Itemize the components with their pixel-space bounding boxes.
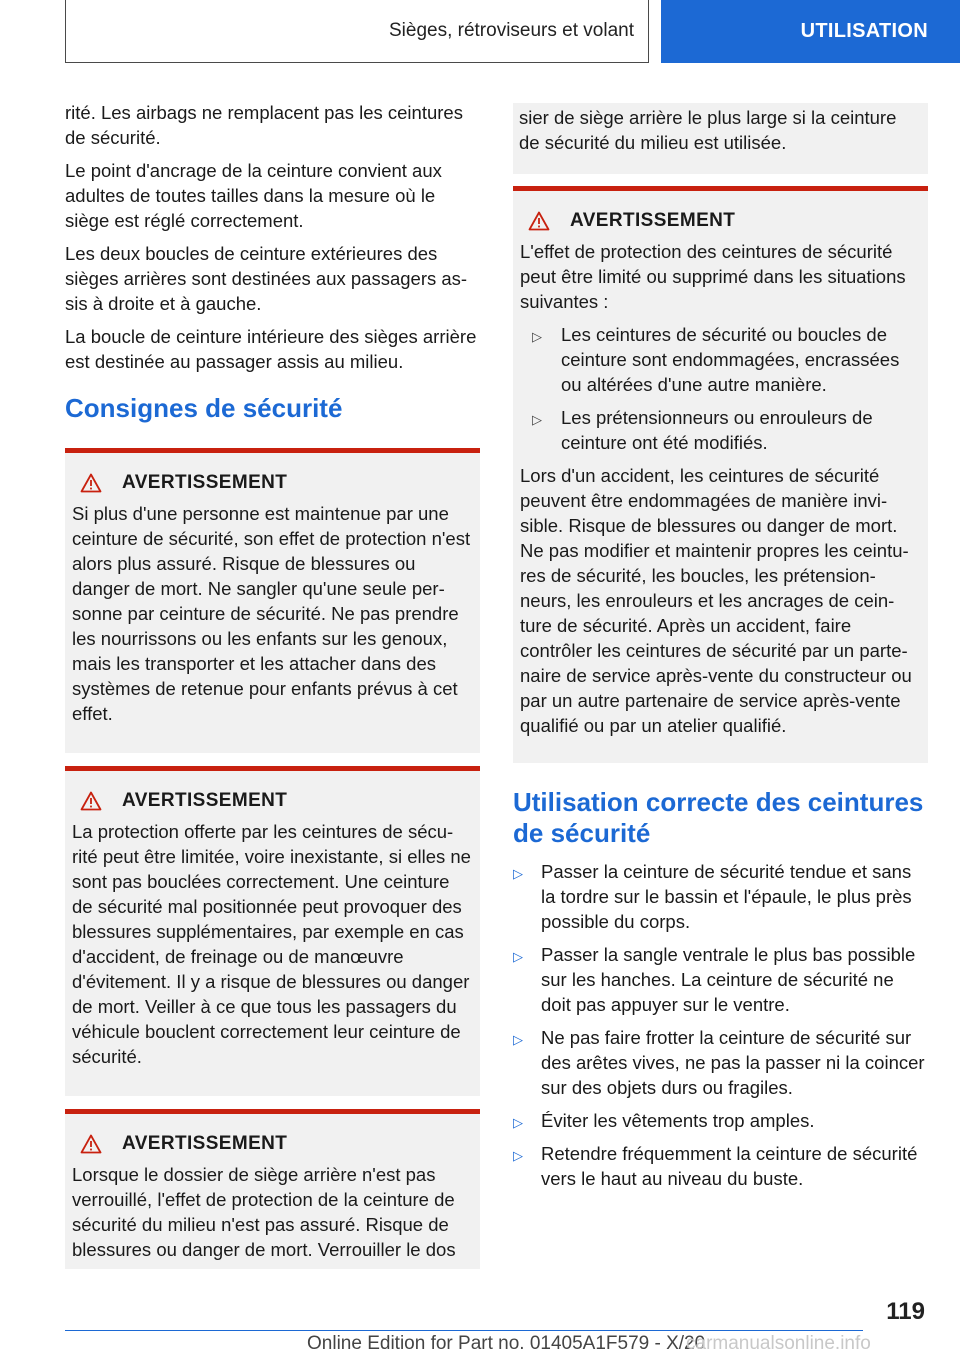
warning-text: La protection offerte par les ceintures de sécurité peut être limitée, voire inexistante, si elles ne sont pas bouclées correctement. Une ceinture de sécurité mal positionnée peut provoquer des blessures supplémentaires, par exemple en cas d'accident, de freinage ou de manœuvre d'évitement. Il y a risque de blessures ou danger de mort. Veiller à ce que tous les passagers du véhicule bouclent correctement leur ceinture de sécurité. bbox=[72, 821, 471, 1067]
triangle-right-icon: ▷ bbox=[513, 866, 523, 881]
list-item: ▷ Retendre fréquemment la ceinture de sécurité vers le haut au niveau du buste. bbox=[513, 1143, 918, 1189]
warning-box bbox=[65, 448, 480, 753]
warning-intro: L'effet de protection des ceintures de sécurité peut être limité ou supprimé dans les situations suivantes : bbox=[520, 241, 906, 312]
list-item: ▷ Les prétensionneurs ou enrouleurs de ceinture ont été modifiés. bbox=[532, 407, 873, 453]
warning-outro: Lors d'un accident, les ceintures de sécurité peuvent être endommagées de manière invisible. Risque de blessures ou danger de mort. Ne pas modifier et maintenir propres les ceintures de sécurité, les boucles, les prétensionneurs, les enrouleurs et les ancrages de ceinture de sécurité. Après un accident, faire contrôler les ceintures de sécurité par un partenaire de service après-vente du constructeur ou par un autre partenaire de service après-vente qualifié ou par un atelier qualifié. bbox=[520, 465, 912, 736]
warning-title bbox=[80, 790, 472, 812]
warning-title bbox=[528, 210, 920, 232]
warning-triangle-icon bbox=[80, 791, 102, 811]
warning-title-text: AVERTISSEMENT bbox=[570, 210, 736, 231]
warning-title-text: AVERTISSEMENT bbox=[122, 472, 288, 493]
triangle-right-icon: ▷ bbox=[513, 1032, 523, 1047]
list-item: ▷ Passer la sangle ventrale le plus bas possible sur les hanches. La ceinture de sécurité ne doit pas appuyer sur le ventre. bbox=[513, 944, 916, 1015]
warning-box bbox=[513, 186, 928, 763]
triangle-right-icon: ▷ bbox=[532, 329, 542, 344]
right-column bbox=[513, 103, 928, 1199]
warning-text: Si plus d'une personne est maintenue par une ceinture de sécurité, son effet de protection n'est alors plus assuré. Risque de blessures ou danger de mort. Ne sangler qu'une seule personne par ceinture de sécurité. Ne pas prendre les nourrissons ou les enfants sur les genoux, mais les transporter et les attacher dans des systèmes de retenue pour enfants prévus à cet effet. bbox=[72, 503, 471, 724]
left-column bbox=[65, 100, 480, 1269]
triangle-right-icon: ▷ bbox=[513, 1148, 523, 1163]
paragraph: Le point d'ancrage de la ceinture convient aux adultes de toutes tailles dans la mesure où le siège est réglé correctement. bbox=[65, 160, 442, 231]
paragraph: Les deux boucles de ceinture extérieures des sièges arrières sont destinées aux passagers assis à droite et à gauche. bbox=[65, 243, 468, 314]
instruction-list bbox=[513, 859, 928, 1191]
continued-box bbox=[513, 103, 928, 174]
section-header bbox=[65, 0, 649, 63]
list-item: ▷ Les ceintures de sécurité ou boucles de ceinture sont endommagées, encrassées ou altérées d'une autre manière. bbox=[532, 324, 900, 395]
list-item: ▷ Passer la ceinture de sécurité tendue et sans la tordre sur le bassin et l'épaule, le plus près possible du corps. bbox=[513, 861, 912, 932]
continued-text: sier de siège arrière le plus large si la ceinture de sécurité du milieu est utilisée. bbox=[519, 107, 897, 153]
watermark-text: carmanualsonline.info bbox=[686, 1333, 871, 1354]
warning-box bbox=[65, 766, 480, 1096]
warning-list bbox=[520, 322, 920, 455]
warning-title-text: AVERTISSEMENT bbox=[122, 1133, 288, 1154]
warning-text: Lorsque le dossier de siège arrière n'est pas verrouillé, l'effet de protection de la ceinture de sécurité du milieu n'est pas assuré. Risque de blessures ou danger de mort. Verrouiller le dos bbox=[72, 1164, 456, 1260]
triangle-right-icon: ▷ bbox=[513, 949, 523, 964]
paragraph: rité. Les airbags ne remplacent pas les ceintures de sécurité. bbox=[65, 102, 463, 148]
warning-triangle-icon bbox=[80, 1134, 102, 1154]
edition-text: Online Edition for Part no. 01405A1F579 - X/20 bbox=[307, 1333, 706, 1354]
footer-divider bbox=[65, 1330, 863, 1331]
warning-title bbox=[80, 1133, 472, 1155]
warning-triangle-icon bbox=[80, 473, 102, 493]
chapter-tab bbox=[661, 0, 960, 63]
warning-title bbox=[80, 472, 472, 494]
warning-box bbox=[65, 1109, 480, 1269]
warning-title-text: AVERTISSEMENT bbox=[122, 790, 288, 811]
chapter-title: UTILISATION bbox=[800, 20, 928, 42]
triangle-right-icon: ▷ bbox=[513, 1115, 523, 1130]
section-title: Sièges, rétroviseurs et volant bbox=[388, 20, 634, 41]
triangle-right-icon: ▷ bbox=[532, 412, 542, 427]
list-item: ▷ Éviter les vêtements trop amples. bbox=[513, 1108, 928, 1133]
paragraph: La boucle de ceinture intérieure des sièges arrière est destinée au passager assis au milieu. bbox=[65, 326, 477, 372]
section-heading: Consignes de sécurité bbox=[65, 393, 343, 423]
page-number: 119 bbox=[886, 1298, 925, 1325]
list-item: ▷ Ne pas faire frotter la ceinture de sécurité sur des arêtes vives, ne pas la passer ni la coincer sur des objets durs ou fragiles. bbox=[513, 1027, 925, 1098]
warning-triangle-icon bbox=[528, 211, 550, 231]
section-heading: Utilisation correcte des ceintures de sécurité bbox=[513, 787, 924, 848]
